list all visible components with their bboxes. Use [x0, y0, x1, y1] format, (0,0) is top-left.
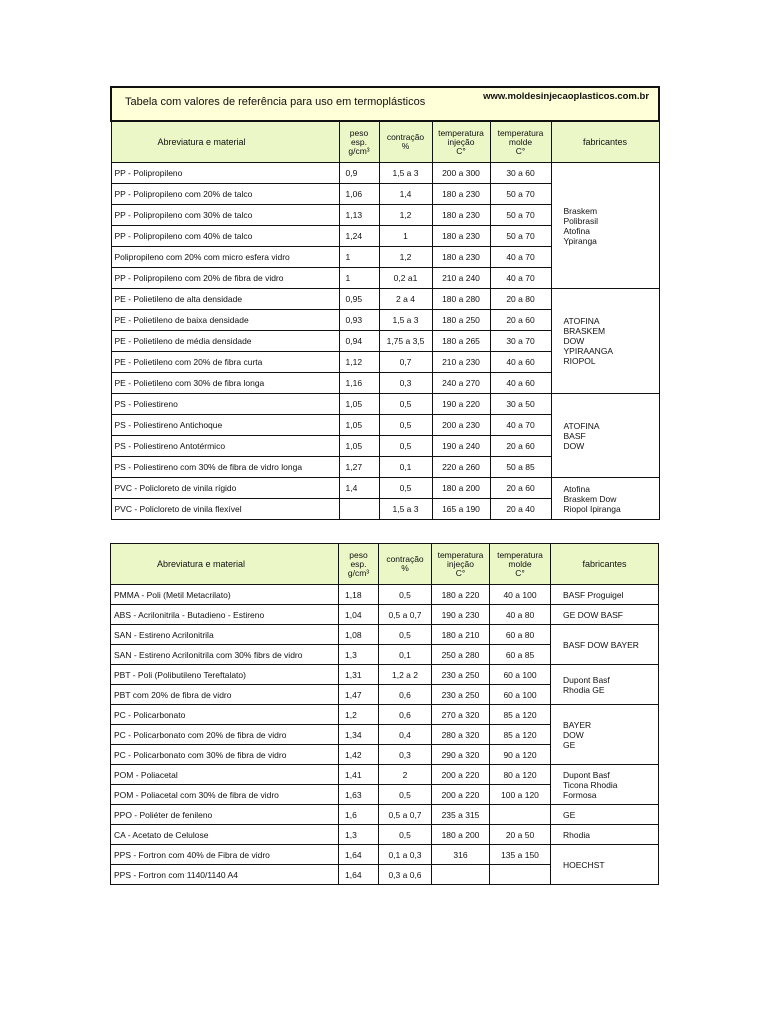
temp-molde-cell: 20 a 60	[490, 436, 551, 457]
temp-molde-cell: 50 a 70	[490, 226, 551, 247]
contracao-cell: 2	[379, 765, 432, 785]
contracao-cell: 0,5	[379, 415, 432, 436]
contracao-cell: 0,5	[379, 436, 432, 457]
peso-cell: 1,47	[339, 685, 379, 705]
material-cell: PC - Policarbonato com 20% de fibra de vidro	[111, 725, 339, 745]
peso-cell: 0,95	[339, 289, 379, 310]
temp-injecao-cell: 230 a 250	[432, 685, 490, 705]
header-peso: peso esp. g/cm³	[339, 121, 379, 163]
temp-molde-cell: 40 a 70	[490, 268, 551, 289]
temp-injecao-cell: 200 a 230	[432, 415, 490, 436]
peso-cell: 1,31	[339, 665, 379, 685]
peso-cell: 1	[339, 247, 379, 268]
temp-molde-cell: 60 a 80	[490, 625, 551, 645]
temp-injecao-cell: 250 a 280	[432, 645, 490, 665]
fabricantes-cell	[551, 665, 659, 705]
fabricantes-cell	[551, 625, 659, 665]
contracao-cell: 0,5	[379, 825, 432, 845]
table-row	[111, 805, 659, 825]
manufacturer-name: ATOFINA	[563, 420, 600, 431]
peso-cell: 1,08	[339, 625, 379, 645]
material-cell: PPS - Fortron com 1140/1140 A4	[111, 865, 339, 885]
temp-molde-cell: 80 a 120	[490, 765, 551, 785]
contracao-cell: 0,5	[379, 785, 432, 805]
header-fabricantes: fabricantes	[551, 121, 659, 163]
table-row	[111, 605, 659, 625]
temp-molde-cell: 40 a 60	[490, 373, 551, 394]
manufacturer-name: Atofina	[563, 225, 590, 236]
manufacturer-name: Braskem Dow	[563, 493, 617, 504]
temp-injecao-cell: 180 a 280	[432, 289, 490, 310]
material-cell: PPO - Poliéter de fenileno	[111, 805, 339, 825]
peso-cell: 1,06	[339, 184, 379, 205]
material-cell: PC - Policarbonato	[111, 705, 339, 725]
material-cell: SAN - Estireno Acrilonitrila com 30% fibrs de vidro	[111, 645, 339, 665]
manufacturer-name: Riopol Ipiranga	[563, 503, 621, 514]
header-peso: peso esp. g/cm³	[339, 544, 379, 585]
header-temp-injecao: temperatura injeção C°	[432, 121, 490, 163]
peso-cell: 1,34	[339, 725, 379, 745]
contracao-cell: 0,7	[379, 352, 432, 373]
temp-molde-cell: 100 a 120	[490, 785, 551, 805]
peso-cell: 1	[339, 268, 379, 289]
material-cell: PP - Polipropileno	[111, 163, 339, 184]
peso-cell: 1,13	[339, 205, 379, 226]
temp-injecao-cell: 180 a 265	[432, 331, 490, 352]
temp-injecao-cell: 280 a 320	[432, 725, 490, 745]
peso-cell: 1,05	[339, 415, 379, 436]
table-header-row	[111, 121, 659, 163]
peso-cell: 1,04	[339, 605, 379, 625]
fabricantes-cell	[551, 765, 659, 805]
fabricantes-cell	[551, 289, 659, 394]
temp-injecao-cell: 220 a 260	[432, 457, 490, 478]
peso-cell: 1,27	[339, 457, 379, 478]
temp-injecao-cell: 190 a 230	[432, 605, 490, 625]
temp-injecao-cell: 270 a 320	[432, 705, 490, 725]
temp-molde-cell: 85 a 120	[490, 705, 551, 725]
material-cell: PVC - Policloreto de vinila rígido	[111, 478, 339, 499]
material-cell: PVC - Policloreto de vinila flexível	[111, 499, 339, 520]
contracao-cell: 0,6	[379, 685, 432, 705]
table-title: Tabela com valores de referência para uso em termoplásticos	[125, 96, 426, 108]
material-cell: PPS - Fortron com 40% de Fibra de vidro	[111, 845, 339, 865]
manufacturer-name: DOW	[563, 729, 584, 740]
manufacturer-name: BAYER	[563, 719, 592, 730]
material-cell: PS - Poliestireno Antotérmico	[111, 436, 339, 457]
temp-injecao-cell: 180 a 230	[432, 205, 490, 226]
material-cell: PP - Polipropileno com 40% de talco	[111, 226, 339, 247]
temp-molde-cell: 30 a 70	[490, 331, 551, 352]
temp-molde-cell: 30 a 60	[490, 163, 551, 184]
manufacturer-name: YPIRAANGA	[563, 346, 614, 356]
peso-cell: 1,64	[339, 865, 379, 885]
temp-injecao-cell: 180 a 230	[432, 226, 490, 247]
header-contracao: contração %	[379, 544, 432, 585]
reference-table-sheet-2	[110, 543, 658, 885]
material-cell: PE - Polietileno de alta densidade	[111, 289, 339, 310]
manufacturer-name: Ypiranga	[563, 235, 597, 246]
peso-cell: 1,2	[339, 705, 379, 725]
contracao-cell: 0,5	[379, 625, 432, 645]
temp-molde-cell: 50 a 70	[490, 184, 551, 205]
temp-injecao-cell: 316	[432, 845, 490, 865]
peso-cell: 1,6	[339, 805, 379, 825]
peso-cell: 1,4	[339, 478, 379, 499]
manufacturer-name: BASF Proguigel	[563, 589, 624, 600]
peso-cell: 1,3	[339, 645, 379, 665]
contracao-cell: 1,5 a 3	[379, 499, 432, 520]
manufacturer-name: Formosa	[563, 789, 597, 800]
reference-table-sheet-1	[110, 86, 658, 520]
manufacturer-name: Dupont Basf	[563, 674, 610, 685]
temp-molde-cell: 60 a 100	[490, 665, 551, 685]
manufacturer-name: HOECHST	[563, 859, 605, 870]
manufacturer-name: DOW	[563, 336, 585, 346]
peso-cell: 1,3	[339, 825, 379, 845]
manufacturer-name: GE	[563, 809, 576, 820]
manufacturer-name: BASF DOW BAYER	[563, 639, 639, 650]
material-cell: PP - Polipropileno com 30% de talco	[111, 205, 339, 226]
header-material: Abreviatura e material	[111, 544, 339, 585]
temp-injecao-cell: 180 a 200	[432, 478, 490, 499]
peso-cell: 1,16	[339, 373, 379, 394]
material-cell: ABS - Acrilonitrila - Butadieno - Estireno	[111, 605, 339, 625]
material-cell: CA - Acetato de Celulose	[111, 825, 339, 845]
peso-cell: 1,05	[339, 394, 379, 415]
contracao-cell: 0,1	[379, 457, 432, 478]
temp-molde-cell: 20 a 80	[490, 289, 551, 310]
manufacturer-name: RIOPOL	[563, 356, 596, 366]
temp-molde-cell: 20 a 40	[490, 499, 551, 520]
temp-injecao-cell: 230 a 250	[432, 665, 490, 685]
material-cell: PS - Poliestireno com 30% de fibra de vidro longa	[111, 457, 339, 478]
table-row	[111, 625, 659, 645]
fabricantes-cell	[551, 805, 659, 825]
temp-molde-cell: 135 a 150	[490, 845, 551, 865]
contracao-cell: 1,5 a 3	[379, 163, 432, 184]
material-cell: SAN - Estireno Acrilonitrila	[111, 625, 339, 645]
temp-injecao-cell: 240 a 270	[432, 373, 490, 394]
material-cell: POM - Poliacetal com 30% de fibra de vidro	[111, 785, 339, 805]
fabricantes-cell	[551, 705, 659, 765]
manufacturer-name: GE DOW BASF	[563, 609, 623, 620]
contracao-cell: 0,3	[379, 745, 432, 765]
temp-molde-cell: 20 a 50	[490, 825, 551, 845]
manufacturer-name: Rhodia	[563, 829, 590, 840]
header-temp-molde: temperatura molde C°	[490, 544, 551, 585]
temp-injecao-cell: 165 a 190	[432, 499, 490, 520]
contracao-cell: 1,5 a 3	[379, 310, 432, 331]
peso-cell: 1,18	[339, 585, 379, 605]
table-row	[111, 163, 659, 184]
contracao-cell: 0,1	[379, 645, 432, 665]
temp-injecao-cell: 210 a 230	[432, 352, 490, 373]
peso-cell: 0,94	[339, 331, 379, 352]
temp-molde-cell: 20 a 60	[490, 310, 551, 331]
contracao-cell: 1	[379, 226, 432, 247]
temp-injecao-cell: 180 a 250	[432, 310, 490, 331]
table-row	[111, 394, 659, 415]
contracao-cell: 0,2 a1	[379, 268, 432, 289]
table-row	[111, 845, 659, 865]
temp-injecao-cell: 200 a 300	[432, 163, 490, 184]
manufacturer-name: DOW	[563, 440, 585, 451]
contracao-cell: 1,2 a 2	[379, 665, 432, 685]
contracao-cell: 0,4	[379, 725, 432, 745]
material-cell: PBT com 20% de fibra de vidro	[111, 685, 339, 705]
contracao-cell: 1,75 a 3,5	[379, 331, 432, 352]
material-cell: PE - Polietileno com 20% de fibra curta	[111, 352, 339, 373]
temp-molde-cell: 40 a 60	[490, 352, 551, 373]
material-cell: PMMA - Poli (Metil Metacrilato)	[111, 585, 339, 605]
peso-cell	[339, 499, 379, 520]
manufacturer-name: BASF	[563, 430, 586, 441]
table-row	[111, 478, 659, 499]
material-cell: PP - Polipropileno com 20% de talco	[111, 184, 339, 205]
table-title-bar	[111, 87, 659, 121]
contracao-cell: 0,5	[379, 478, 432, 499]
contracao-cell: 0,1 a 0,3	[379, 845, 432, 865]
temp-molde-cell: 90 a 120	[490, 745, 551, 765]
manufacturer-name: GE	[563, 739, 576, 750]
table-row	[111, 825, 659, 845]
material-cell: POM - Poliacetal	[111, 765, 339, 785]
header-fabricantes: fabricantes	[551, 544, 659, 585]
manufacturer-name: Ticona Rhodia	[563, 779, 618, 790]
contracao-cell: 0,6	[379, 705, 432, 725]
material-cell: PE - Polietileno de baixa densidade	[111, 310, 339, 331]
temp-molde-cell: 20 a 60	[490, 478, 551, 499]
contracao-cell: 1,2	[379, 247, 432, 268]
manufacturer-name: Dupont Basf	[563, 769, 610, 780]
contracao-cell: 0,5 a 0,7	[379, 805, 432, 825]
material-cell: PE - Polietileno com 30% de fibra longa	[111, 373, 339, 394]
temp-injecao-cell: 180 a 200	[432, 825, 490, 845]
manufacturer-name: Braskem	[563, 205, 598, 216]
contracao-cell: 0,5	[379, 585, 432, 605]
peso-cell: 1,05	[339, 436, 379, 457]
fabricantes-cell	[551, 478, 659, 520]
contracao-cell: 0,5 a 0,7	[379, 605, 432, 625]
contracao-cell: 1,2	[379, 205, 432, 226]
peso-cell: 1,64	[339, 845, 379, 865]
temp-injecao-cell: 210 a 240	[432, 268, 490, 289]
temp-injecao-cell	[432, 865, 490, 885]
temp-injecao-cell: 200 a 220	[432, 765, 490, 785]
temp-injecao-cell: 180 a 230	[432, 184, 490, 205]
temp-molde-cell: 60 a 100	[490, 685, 551, 705]
temp-injecao-cell: 190 a 240	[432, 436, 490, 457]
table-row	[111, 585, 659, 605]
header-contracao: contração %	[379, 121, 432, 163]
temp-molde-cell: 40 a 70	[490, 415, 551, 436]
temp-injecao-cell: 200 a 220	[432, 785, 490, 805]
material-cell: PP - Polipropileno com 20% de fibra de vidro	[111, 268, 339, 289]
manufacturer-name: ATOFINA	[563, 316, 600, 326]
contracao-cell: 2 a 4	[379, 289, 432, 310]
website-link[interactable]: www.moldesinjecaoplasticos.com.br	[483, 91, 650, 102]
temp-molde-cell: 60 a 85	[490, 645, 551, 665]
peso-cell: 0,9	[339, 163, 379, 184]
table-row	[111, 665, 659, 685]
header-temp-injecao: temperatura injeção C°	[432, 544, 490, 585]
temp-molde-cell: 40 a 100	[490, 585, 551, 605]
temp-injecao-cell: 180 a 230	[432, 247, 490, 268]
thermoplastics-table-2	[110, 543, 659, 885]
table-row	[111, 705, 659, 725]
manufacturer-name: Rhodia GE	[563, 684, 605, 695]
fabricantes-cell	[551, 845, 659, 885]
material-cell: PS - Poliestireno	[111, 394, 339, 415]
peso-cell: 1,63	[339, 785, 379, 805]
table-row	[111, 765, 659, 785]
temp-injecao-cell: 180 a 220	[432, 585, 490, 605]
temp-molde-cell	[490, 865, 551, 885]
temp-molde-cell: 50 a 85	[490, 457, 551, 478]
material-cell: PBT - Poli (Polibutileno Tereftalato)	[111, 665, 339, 685]
header-material: Abreviatura e material	[111, 121, 339, 163]
header-temp-molde: temperatura molde C°	[490, 121, 551, 163]
thermoplastics-table-1	[110, 86, 660, 520]
fabricantes-cell	[551, 585, 659, 605]
material-cell: PS - Poliestireno Antichoque	[111, 415, 339, 436]
manufacturer-name: BRASKEM	[563, 326, 606, 336]
table-header-row	[111, 544, 659, 585]
material-cell: PE - Polietileno de média densidade	[111, 331, 339, 352]
temp-molde-cell	[490, 805, 551, 825]
contracao-cell: 1,4	[379, 184, 432, 205]
material-cell: Polipropileno com 20% com micro esfera vidro	[111, 247, 339, 268]
contracao-cell: 0,5	[379, 394, 432, 415]
temp-molde-cell: 40 a 80	[490, 605, 551, 625]
contracao-cell: 0,3	[379, 373, 432, 394]
temp-injecao-cell: 290 a 320	[432, 745, 490, 765]
temp-injecao-cell: 180 a 210	[432, 625, 490, 645]
temp-molde-cell: 40 a 70	[490, 247, 551, 268]
manufacturer-name: Atofina	[563, 483, 590, 494]
peso-cell: 1,12	[339, 352, 379, 373]
peso-cell: 0,93	[339, 310, 379, 331]
peso-cell: 1,41	[339, 765, 379, 785]
fabricantes-cell	[551, 605, 659, 625]
temp-molde-cell: 85 a 120	[490, 725, 551, 745]
temp-injecao-cell: 235 a 315	[432, 805, 490, 825]
peso-cell: 1,24	[339, 226, 379, 247]
contracao-cell: 0,3 a 0,6	[379, 865, 432, 885]
fabricantes-cell	[551, 394, 659, 478]
temp-molde-cell: 30 a 50	[490, 394, 551, 415]
peso-cell: 1,42	[339, 745, 379, 765]
temp-molde-cell: 50 a 70	[490, 205, 551, 226]
fabricantes-cell	[551, 163, 659, 289]
table-row	[111, 289, 659, 310]
temp-injecao-cell: 190 a 220	[432, 394, 490, 415]
material-cell: PC - Policarbonato com 30% de fibra de vidro	[111, 745, 339, 765]
manufacturer-name: Polibrasil	[563, 215, 598, 226]
fabricantes-cell	[551, 825, 659, 845]
